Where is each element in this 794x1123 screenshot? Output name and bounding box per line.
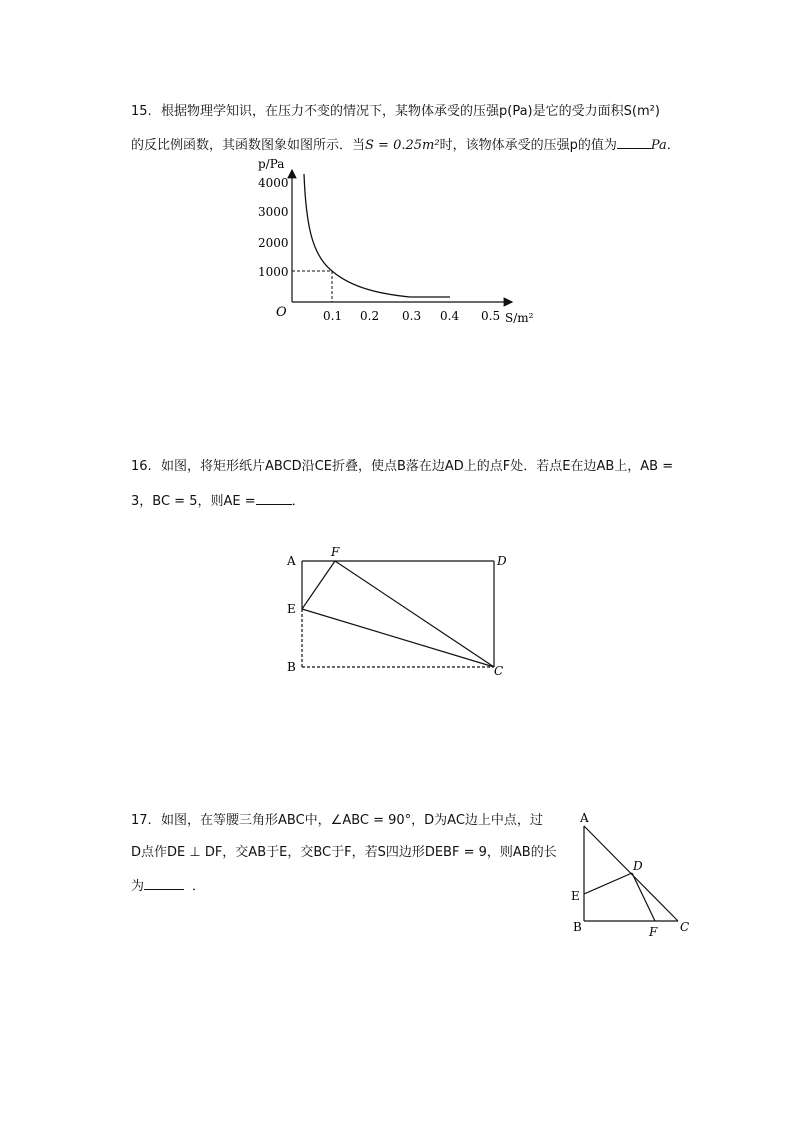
- q17-line3-end: ．: [192, 879, 206, 894]
- q15-origin: O: [276, 305, 287, 320]
- q15-x-tick: 0.1: [323, 309, 343, 323]
- q16-line1-text: 如图，将矩形纸片ABCD沿CE折叠，使点B落在边AD上的点F处．若点E在边AB上，AB =: [161, 459, 674, 474]
- q15-x-tick: 0.5: [481, 309, 501, 323]
- q17-edge-DE: [584, 873, 632, 894]
- q15-line2-a: 的反比例函数，其函数图象如图所示．当: [131, 138, 366, 153]
- q15-line2-math: S = 0.25m²: [365, 138, 440, 153]
- q15-line2-unit: Pa: [650, 138, 667, 153]
- q16-number: 16.: [131, 459, 152, 474]
- q17-edge-DF: [632, 873, 655, 921]
- q16-label-C: C: [494, 664, 504, 678]
- q17-line1-text: 如图，在等腰三角形ABC中，∠ABC = 90°，D为AC边上中点，过: [161, 813, 543, 828]
- q16-line2-end: ．: [291, 494, 305, 509]
- q15-line2-b: 时，该物体承受的压强p的值为: [439, 138, 617, 153]
- q17-label-C: C: [680, 920, 690, 934]
- q17-label-E: E: [571, 889, 580, 903]
- q16-label-E: E: [287, 602, 296, 616]
- q15-y-tick: 3000: [258, 205, 289, 219]
- q16-label-D: D: [497, 554, 507, 568]
- q15-y-label: p/Pa: [258, 157, 285, 171]
- q15-y-tick: 2000: [258, 236, 289, 250]
- q15-x-tick: 0.3: [402, 309, 422, 323]
- q17-line2-text: D点作DE ⊥ DF，交AB于E，交BC于F，若S四边形DEBF = 9，则AB的长: [131, 845, 557, 860]
- q16-label-B: B: [287, 660, 296, 674]
- q15-x-tick: 0.4: [440, 309, 460, 323]
- q15-number: 15.: [131, 104, 152, 119]
- q17-number: 17.: [131, 813, 152, 828]
- q17-label-A: A: [580, 811, 589, 825]
- q16-label-A: A: [287, 554, 296, 568]
- q17-line3-a: 为: [131, 879, 145, 894]
- q15-line2-end: ．: [666, 138, 680, 153]
- q17-label-F: F: [649, 925, 658, 939]
- q17-label-D: D: [633, 859, 643, 873]
- q15-y-tick: 1000: [258, 265, 289, 279]
- q15-x-tick: 0.2: [360, 309, 380, 323]
- q15-line1-text: 根据物理学知识，在压力不变的情况下，某物体承受的压强p(Pa)是它的受力面积S(m²): [161, 104, 660, 119]
- q17-label-B: B: [573, 920, 582, 934]
- q16-label-F: F: [331, 545, 340, 559]
- q15-x-label: S/m²: [505, 311, 534, 325]
- q16-line2-a: 3，BC = 5，则AE =: [131, 494, 256, 509]
- q15-y-tick: 4000: [258, 176, 289, 190]
